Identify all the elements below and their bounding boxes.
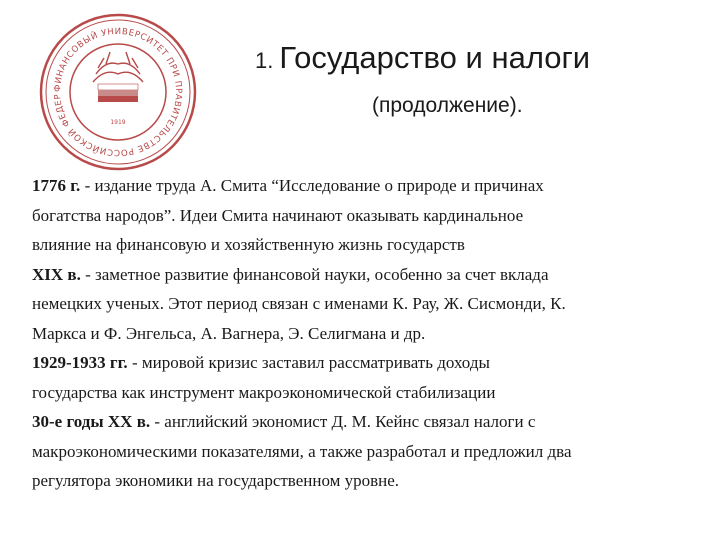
paragraph-line: регулятора экономики на государственном уровне. (32, 471, 400, 490)
university-seal-logo (38, 12, 198, 172)
paragraph-year: 30-е годы XX в. (32, 412, 151, 431)
paragraph-line: немецких ученых. Этот период связан с именами К. Рау, Ж. Сисмонди, К. (32, 294, 566, 313)
paragraph-line: - издание труда А. Смита “Исследование о природе и причинах (80, 176, 544, 195)
paragraph-1930s (32, 407, 692, 496)
svg-text:ФИНАНСОВЫЙ УНИВЕРСИТЕТ ПРИ ПРА: ФИНАНСОВЫЙ УНИВЕРСИТЕТ ПРИ ПРАВИТЕЛЬСТВЕ РОССИЙСКОЙ ФЕДЕР (52, 26, 184, 158)
paragraph-line: влияние на финансовую и хозяйственную жизнь государств (32, 235, 465, 254)
slide-number: 1. (255, 48, 274, 73)
slide-title (255, 40, 590, 76)
paragraph-1776 (32, 171, 692, 260)
slide-body (32, 171, 692, 496)
paragraph-line: - мировой кризис заставил рассматривать доходы (127, 353, 490, 372)
paragraph-line: - заметное развитие финансовой науки, особенно за счет вклада (80, 264, 549, 284)
paragraph-year: 1929-1933 гг. (32, 353, 128, 372)
paragraph-line: богатства народов”. Идеи Смита начинают оказывать кардинальное (32, 205, 524, 225)
slide-title-text: Государство и налоги (279, 40, 591, 75)
paragraph-line: государства как инструмент макроэкономической стабилизации (32, 382, 496, 402)
paragraph-year: 1776 г. (32, 176, 81, 195)
paragraph-line: - английский экономист Д. М. Кейнс связал налоги с (150, 412, 536, 431)
paragraph-year: XIX в. (32, 264, 81, 284)
slide-subtitle: (продолжение). (372, 94, 523, 117)
svg-text:1919: 1919 (110, 119, 126, 126)
paragraph-line: Маркса и Ф. Энгельса, А. Вагнера, Э. Селигмана и др. (32, 323, 426, 343)
paragraph-19th-century (32, 260, 692, 349)
paragraph-line: макроэкономическими показателями, а также разработал и предложил два (32, 441, 572, 461)
paragraph-1929-1933 (32, 348, 692, 407)
